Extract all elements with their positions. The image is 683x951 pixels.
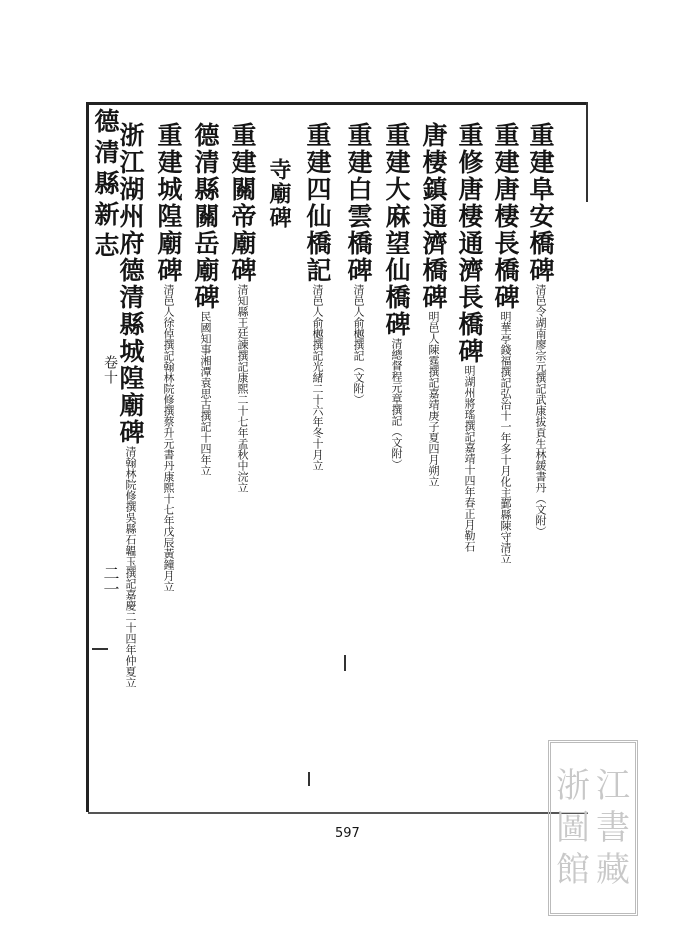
frame-right-rule [586,102,588,202]
seal-glyph: 江 [596,766,630,806]
entry-12: 浙江湖州府德清縣城隍廟碑清翰林院修撰吳縣石韞玉撰記嘉慶二十四年仲夏立 [116,122,145,688]
entry-9: 重建關帝廟碑清知縣王廷諫撰記康熙二十七年孟秋中浣立 [228,122,257,493]
seal-glyph: 藏 [596,850,630,890]
frame-top-rule [88,102,588,105]
entry-6: 重建白雲橋碑清邑人俞樾撰記（文附） [344,122,373,405]
entry-1: 重建阜安橋碑清邑令湖南廖宗元撰記武康拔貢生林鍰書丹（文附） [526,122,555,537]
frame-left-rule [86,102,89,812]
page-number: 597 [335,826,360,841]
entry-2: 重建唐棲長橋碑明華亭錢福撰記弘治十一年多十月化主鄞縣陳守清立 [491,122,520,564]
stray-mark [344,655,346,671]
entry-7: 重建四仙橋記清邑人俞樾撰記光緒二十六年冬十月立 [303,122,332,471]
seal-glyph: 館 [556,850,590,890]
seal-glyph: 書 [596,808,630,848]
margin-tick [92,648,108,650]
entry-4: 唐棲鎮通濟橋碑明邑人陳霆撰記嘉靖庚子夏四月朔立 [419,122,448,487]
margin-book-title: 德清縣新志 [91,108,120,263]
entry-11: 重建城隍廟碑清邑人徐倬撰記翰林院修撰蔡升元書丹康熙十七年戊辰黃鐘月立 [154,122,183,592]
seal-glyph: 圖 [556,808,590,848]
margin-page: 二一 [101,565,120,597]
frame-bottom-rule [88,812,588,814]
seal-glyph: 浙 [556,766,590,806]
entry-3: 重修唐棲通濟長橋碑明湖州將瑤撰記嘉靖十四年春正月勒石 [455,122,484,552]
entry-10: 德清縣關岳廟碑民國知事湘潭袁思古撰記十四年立 [191,122,220,476]
stray-mark [308,772,310,786]
entry-5: 重建大麻望仙橋碑清總督程元章撰記（文附） [382,122,411,470]
margin-volume: 卷十 [102,355,118,385]
section-heading-temples: 寺廟碑 [266,158,292,230]
library-seal-stamp [548,740,638,916]
